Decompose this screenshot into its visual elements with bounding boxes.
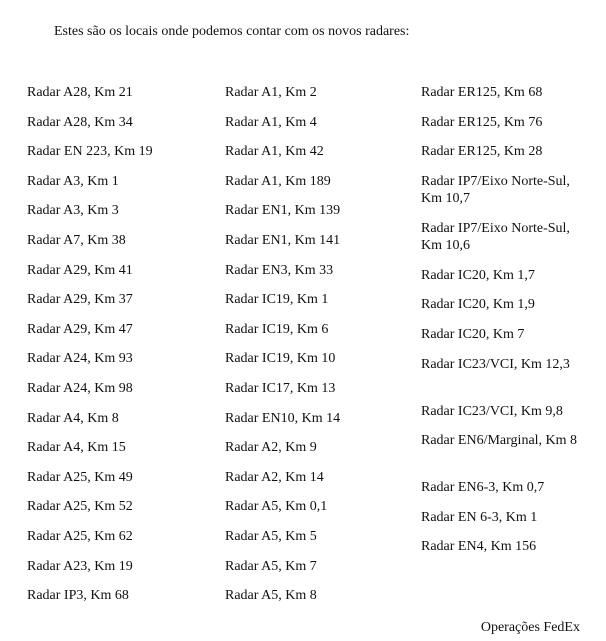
radar-list-item: Radar A5, Km 8 — [225, 588, 317, 604]
radar-list-item: Radar IC20, Km 7 — [421, 326, 525, 342]
radar-list-item: Radar A29, Km 37 — [27, 292, 133, 308]
radar-list-item: Radar A25, Km 49 — [27, 469, 133, 485]
radar-list-item: Radar A25, Km 52 — [27, 499, 133, 515]
radar-list-item: Radar A4, Km 15 — [27, 440, 126, 456]
radar-list-item: Radar A24, Km 98 — [27, 380, 133, 396]
radar-list-item: Radar ER125, Km 68 — [421, 85, 543, 100]
radar-list-item: Radar IC23/VCI, Km 12,3 — [421, 356, 570, 372]
radar-list-item: Radar A1, Km 2 — [225, 85, 317, 100]
radar-list-item: Radar IP3, Km 68 — [27, 588, 129, 604]
radar-list-item: Radar A3, Km 3 — [27, 203, 119, 219]
radar-list-item: Radar IP7/Eixo Norte-Sul, Km 10,7 — [421, 173, 570, 206]
radar-list-item: Radar IP7/Eixo Norte-Sul, Km 10,6 — [421, 220, 570, 253]
radar-list-item: Radar A2, Km 14 — [225, 469, 324, 485]
radar-list-item: Radar A23, Km 19 — [27, 558, 133, 574]
radar-list-item: Radar A1, Km 189 — [225, 173, 331, 189]
radar-list-item: Radar EN 223, Km 19 — [27, 144, 153, 160]
intro-text: Estes são os locais onde podemos contar com os novos radares: — [54, 24, 410, 39]
radar-list-item: Radar A24, Km 93 — [27, 351, 133, 367]
radar-list-item: Radar A29, Km 41 — [27, 262, 133, 278]
radar-list-column-2 — [225, 84, 415, 617]
radar-list-item: Radar A1, Km 4 — [225, 114, 317, 130]
radar-list-item: Radar EN4, Km 156 — [421, 539, 537, 555]
radar-list-column-3 — [421, 84, 591, 568]
radar-list-item: Radar A3, Km 1 — [27, 173, 119, 189]
radar-list-item: Radar A5, Km 7 — [225, 558, 317, 574]
radar-list-item: Radar IC19, Km 1 — [225, 292, 329, 308]
radar-list-item: Radar IC19, Km 10 — [225, 351, 336, 367]
radar-list-item: Radar A28, Km 34 — [27, 114, 133, 130]
radar-list-item: Radar ER125, Km 76 — [421, 114, 543, 130]
radar-list-item: Radar EN1, Km 141 — [225, 232, 341, 248]
radar-list-item: Radar EN 6-3, Km 1 — [421, 509, 538, 525]
radar-list-item: Radar EN10, Km 14 — [225, 410, 341, 426]
radar-list-item: Radar IC23/VCI, Km 9,8 — [421, 403, 563, 419]
radar-list-item: Radar IC19, Km 6 — [225, 321, 329, 337]
radar-list-item: Radar A4, Km 8 — [27, 410, 119, 426]
radar-list-item: Radar IC17, Km 13 — [225, 380, 336, 396]
radar-list-item: Radar A28, Km 21 — [27, 85, 133, 100]
radar-list-item: Radar A25, Km 62 — [27, 528, 133, 544]
radar-list-item: Radar IC20, Km 1,9 — [421, 297, 535, 313]
radar-list-item: Radar A29, Km 47 — [27, 321, 133, 337]
radar-list-item: Radar A5, Km 5 — [225, 528, 317, 544]
radar-list-item: Radar A2, Km 9 — [225, 440, 317, 456]
radar-list-item: Radar EN3, Km 33 — [225, 262, 334, 278]
radar-list-column-1 — [27, 84, 217, 617]
signature: Operações FedEx — [480, 620, 580, 635]
radar-list-item: Radar IC20, Km 1,7 — [421, 267, 535, 283]
radar-list-item: Radar A1, Km 42 — [225, 144, 324, 160]
radar-list-item: Radar EN1, Km 139 — [225, 203, 341, 219]
radar-list-item: Radar A7, Km 38 — [27, 232, 126, 248]
radar-list-item: Radar EN6/Marginal, Km 8 — [421, 433, 578, 449]
radar-list-item: Radar ER125, Km 28 — [421, 144, 543, 160]
radar-list-item: Radar EN6-3, Km 0,7 — [421, 480, 545, 496]
radar-list-item: Radar A5, Km 0,1 — [225, 499, 328, 515]
